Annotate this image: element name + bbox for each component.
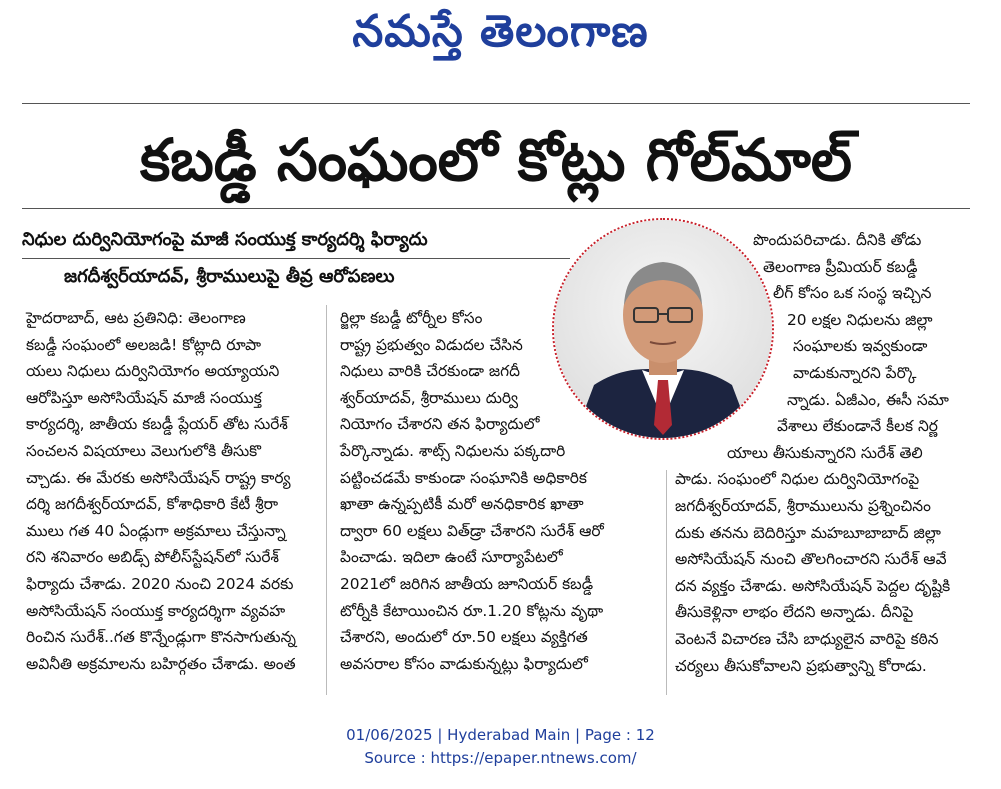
article-line: పట్టించడమే కాకుండా సంఘానికి అధికారిక	[340, 468, 587, 487]
article-line: అవినీతి అక్రమాలను బహిర్గతం చేశాడు. అంత	[26, 654, 296, 673]
article-line: అసోసియేషన్ నుంచి తొలగించారని సురేశ్ ఆవే	[675, 550, 947, 569]
headline-rule	[22, 208, 970, 209]
article-line: ములు గత 40 ఏండ్లుగా అక్రమాలు చేస్తున్నా	[26, 521, 286, 540]
article-line: హైదరాబాద్, ఆట ప్రతినిధి: తెలంగాణ	[26, 309, 246, 327]
article-line: వాడుకున్నారని పేర్కొ	[793, 363, 917, 382]
article-line: ఖాతా ఉన్నప్పటికీ మరో అనధికారిక ఖాతా	[340, 495, 584, 514]
article-line: కార్యదర్శి, జాతీయ కబడ్డీ ప్లేయర్ తోట సురేశ్	[26, 415, 288, 434]
article-column-3	[675, 227, 965, 679]
article-line: ద్వారా 60 లక్షలు విత్‌డ్రా చేశారని సురేశ్ ఆరో	[340, 521, 604, 540]
article-line: న్నాడు. ఏజీఎం, ఈసీ సమా	[787, 390, 949, 409]
article-line: పాడు. సంఘంలో నిధుల దుర్వినియోగంపై	[675, 470, 920, 489]
article-line: 2021లో జరిగిన జాతీయ జూనియర్ కబడ్డీ	[340, 574, 594, 593]
article-line: టోర్నీకి కేటాయించిన రూ.1.20 కోట్లను వృథా	[340, 601, 604, 620]
article-line: పేర్కొన్నాడు. శాట్స్ నిధులను పక్కదారి	[340, 441, 566, 460]
article-line: దన వ్యక్తం చేశాడు. అసోసియేషన్ పెద్దల దృష్టికి	[675, 576, 951, 595]
headline: కబడ్డీ సంఘంలో కోట్లు గోల్‌మాల్	[139, 126, 853, 194]
article-column-1	[26, 305, 314, 677]
article-line: పించాడు. ఇదిలా ఉంటే సూర్యాపేటలో	[340, 548, 563, 567]
subhead-2: జగదీశ్వర్‌యాదవ్, శ్రీరాములుపై తీవ్ర ఆరోపణలు	[64, 266, 395, 287]
article-line: రని శనివారం అబిడ్స్ పోలీస్‌స్టేషన్‌లో సురేశ్	[26, 548, 280, 567]
edition-info: 01/06/2025 | Hyderabad Main | Page : 12	[346, 726, 655, 744]
article-line: అసోసియేషన్ సంయుక్త కార్యదర్శిగా వ్యవహ	[26, 601, 286, 620]
article-line: రించిన సురేశ్..గత కొన్నేండ్లుగా కొనసాగుతున్న	[26, 628, 296, 647]
article-line: వెంటనే విచారణ చేసి బాధ్యులైన వారిపై కఠిన	[675, 629, 939, 648]
column-divider	[326, 305, 327, 695]
article-line: సంచలన విషయాలు వెలుగులోకి తీసుకొ	[26, 441, 262, 460]
article-line: యాలు తీసుకున్నారని సురేశ్ తెలి	[727, 443, 923, 462]
article-line: లీగ్ కోసం ఒక సంస్థ ఇచ్చిన	[773, 284, 932, 303]
article-line: చేశారని, అందులో రూ.50 లక్షలు వ్యక్తిగత	[340, 628, 588, 647]
article-line: తీసుకెళ్లినా లాభం లేదని అన్నాడు. దీనిపై	[675, 603, 914, 622]
article-line: దర్శి జగదీశ్వర్‌యాదవ్, కోశాధికారి కేటీ శ్రీరా	[26, 495, 279, 514]
article-line: దుకు తనను బెదిరిస్తూ మహబూబాబాద్ జిల్లా	[675, 523, 941, 542]
article-line: పొందుపరిచాడు. దీనికి తోడు	[753, 231, 922, 249]
masthead: నమస్తే తెలంగాణ	[352, 6, 649, 57]
source-link[interactable]: Source : https://epaper.ntnews.com/	[364, 749, 637, 767]
subhead-1: నిధుల దుర్వినియోగంపై మాజీ సంయుక్త కార్యదర్శి ఫిర్యాదు	[22, 229, 428, 250]
article-line: యలు నిధులు దుర్వినియోగం అయ్యాయని	[26, 362, 280, 381]
article-line: సంఘాలకు ఇవ్వకుండా	[793, 337, 928, 356]
column-divider	[666, 470, 667, 695]
article-line: శ్వర్‌యాదవ్, శ్రీరాములు దుర్వి	[340, 388, 519, 407]
top-rule	[22, 103, 970, 104]
article-line: తెలంగాణ ప్రీమియర్ కబడ్డీ	[763, 257, 918, 276]
article-line: కబడ్డీ సంఘంలో అలజడి! కోట్లాది రూపా	[26, 335, 261, 354]
article-line: చర్యలు తీసుకోవాలని ప్రభుత్వాన్ని కోరాడు.	[675, 656, 927, 675]
article-line: జగదీశ్వర్‌యాదవ్, శ్రీరాములును ప్రశ్నించినం	[675, 496, 931, 515]
subhead-divider	[22, 258, 570, 259]
article-line: ఆరోపిస్తూ అసోసియేషన్ మాజీ సంయుక్త	[26, 388, 262, 407]
article-line: వేశాలు లేకుండానే కీలక నిర్ణ	[777, 417, 938, 436]
article-line: 20 లక్షల నిధులను జిల్లా	[787, 310, 933, 329]
article-line: అవసరాల కోసం వాడుకున్నట్లు ఫిర్యాదులో	[340, 654, 588, 673]
article-line: నియోగం చేశారని తన ఫిర్యాదులో	[340, 415, 540, 434]
article-line: నిధులు వారికి చేరకుండా జగదీ	[340, 362, 520, 381]
article-line: ర్జిల్లా కబడ్డీ టోర్నీల కోసం	[340, 309, 483, 327]
article-line: చ్చాడు. ఈ మేరకు అసోసియేషన్ రాష్ట్ర కార్య	[26, 468, 291, 487]
article-line: రాష్ట్ర ప్రభుత్వం విడుదల చేసిన	[340, 335, 523, 354]
article-line: ఫిర్యాదు చేశాడు. 2020 నుంచి 2024 వరకు	[26, 574, 294, 593]
